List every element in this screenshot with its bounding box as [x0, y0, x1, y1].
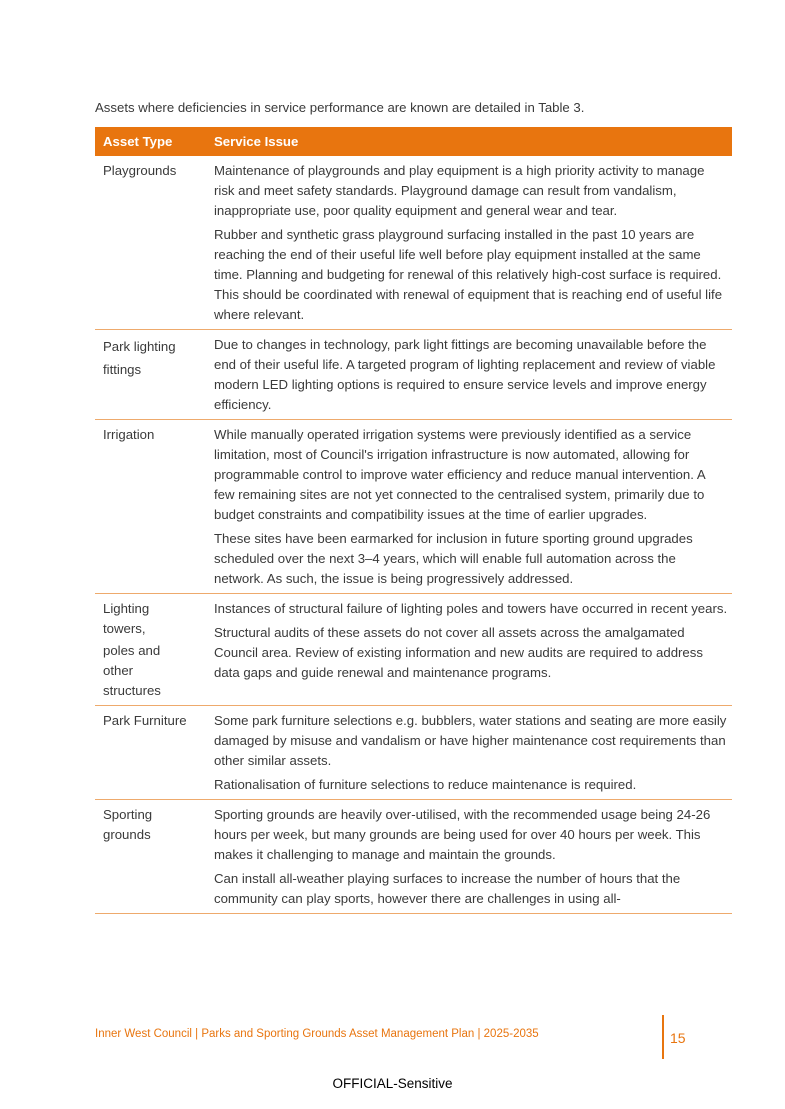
service-issue-text: Instances of structural failure of lighting poles and towers have occurred in recent years. [214, 601, 728, 616]
service-issue-text: These sites have been earmarked for inclusion in future sporting ground upgrades scheduled over the next 3–4 years, which will enable full automation across the network. As such, the issue is being progressively addressed. [214, 531, 693, 586]
service-issue-cell [207, 711, 732, 795]
table-row [95, 706, 732, 800]
table-row [95, 330, 732, 420]
asset-type-cell [95, 161, 207, 325]
intro-paragraph: Assets where deficiencies in service performance are known are detailed in Table 3. [95, 100, 585, 115]
service-issue-text: Can install all-weather playing surfaces to increase the number of hours that the community can play sports, however there are challenges in using all- [214, 871, 681, 906]
header-asset-type: Asset Type [103, 134, 173, 149]
service-issue-text: Structural audits of these assets do not cover all assets across the amalgamated Council area. Review of existing information and new audits are required to address data gaps and guide renewal and maintenance programs. [214, 625, 703, 680]
page-number: 15 [670, 1030, 686, 1046]
asset-type-text: Park Furniture [103, 713, 187, 728]
service-issue-text: Rationalisation of furniture selections to reduce maintenance is required. [214, 777, 637, 792]
asset-type-cell [95, 335, 207, 415]
service-issue-cell [207, 335, 732, 415]
service-issue-text: Sporting grounds are heavily over-utilised, with the recommended usage being 24-26 hours per week, but many grounds are being used for over 40 hours per week. This makes it challenging to manage and maintain the grounds. [214, 807, 711, 862]
asset-type-cell [95, 711, 207, 795]
header-service-issue: Service Issue [214, 134, 299, 149]
asset-type-text: Playgrounds [103, 163, 177, 178]
service-issue-text: Maintenance of playgrounds and play equipment is a high priority activity to manage risk and meet safety standards. Playground damage can result from vandalism, inappropriate use, poor quality equipment and general wear and tear. [214, 163, 705, 218]
classification-label: OFFICIAL-Sensitive [332, 1076, 453, 1091]
asset-type-text: Lighting towers, [103, 601, 150, 636]
service-issue-text: Due to changes in technology, park light fittings are becoming unavailable before the end of their useful life. A targeted program of lighting replacement and review of viable modern LED lighting options is required to ensure service levels and improve energy efficiency. [214, 337, 716, 412]
asset-type-cell [95, 425, 207, 589]
table-row [95, 156, 732, 330]
table-row [95, 420, 732, 594]
asset-type-text: Sporting grounds [103, 807, 153, 842]
asset-type-cell [95, 599, 207, 701]
service-issue-text: Some park furniture selections e.g. bubblers, water stations and seating are more easily damaged by misuse and vandalism or have higher maintenance cost requirements than other similar assets. [214, 713, 727, 768]
footer-divider [662, 1015, 664, 1059]
asset-type-text: poles and other structures [103, 643, 161, 698]
service-issue-text: Rubber and synthetic grass playground surfacing installed in the past 10 years are reaching the end of their useful life well before play equipment installed at the same time. Planning and budgeting for renewal of this relatively high-cost surface is required. This should be coordinated with renewal of equipment that is reaching end of useful life where relevant. [214, 227, 723, 322]
service-issue-cell [207, 161, 732, 325]
table-row [95, 594, 732, 706]
table-row [95, 800, 732, 914]
table-header [95, 127, 732, 156]
service-issue-cell [207, 805, 732, 909]
asset-type-cell [95, 805, 207, 909]
service-issues-table [95, 127, 732, 914]
service-issue-cell [207, 425, 732, 589]
asset-type-text: Irrigation [103, 427, 155, 442]
asset-type-text: Park lighting fittings [103, 339, 176, 377]
service-issue-text: While manually operated irrigation systems were previously identified as a service limitation, most of Council's irrigation infrastructure is now automated, allowing for programmable control to improve water efficiency and reduce manual intervention. A few remaining sites are not yet connected to the centralised system, primarily due to budget constraints and compatibility issues at the time of earlier upgrades. [214, 427, 705, 522]
footer-document-title: Inner West Council | Parks and Sporting Grounds Asset Management Plan | 2025-2035 [95, 1028, 539, 1040]
service-issue-cell [207, 599, 732, 701]
